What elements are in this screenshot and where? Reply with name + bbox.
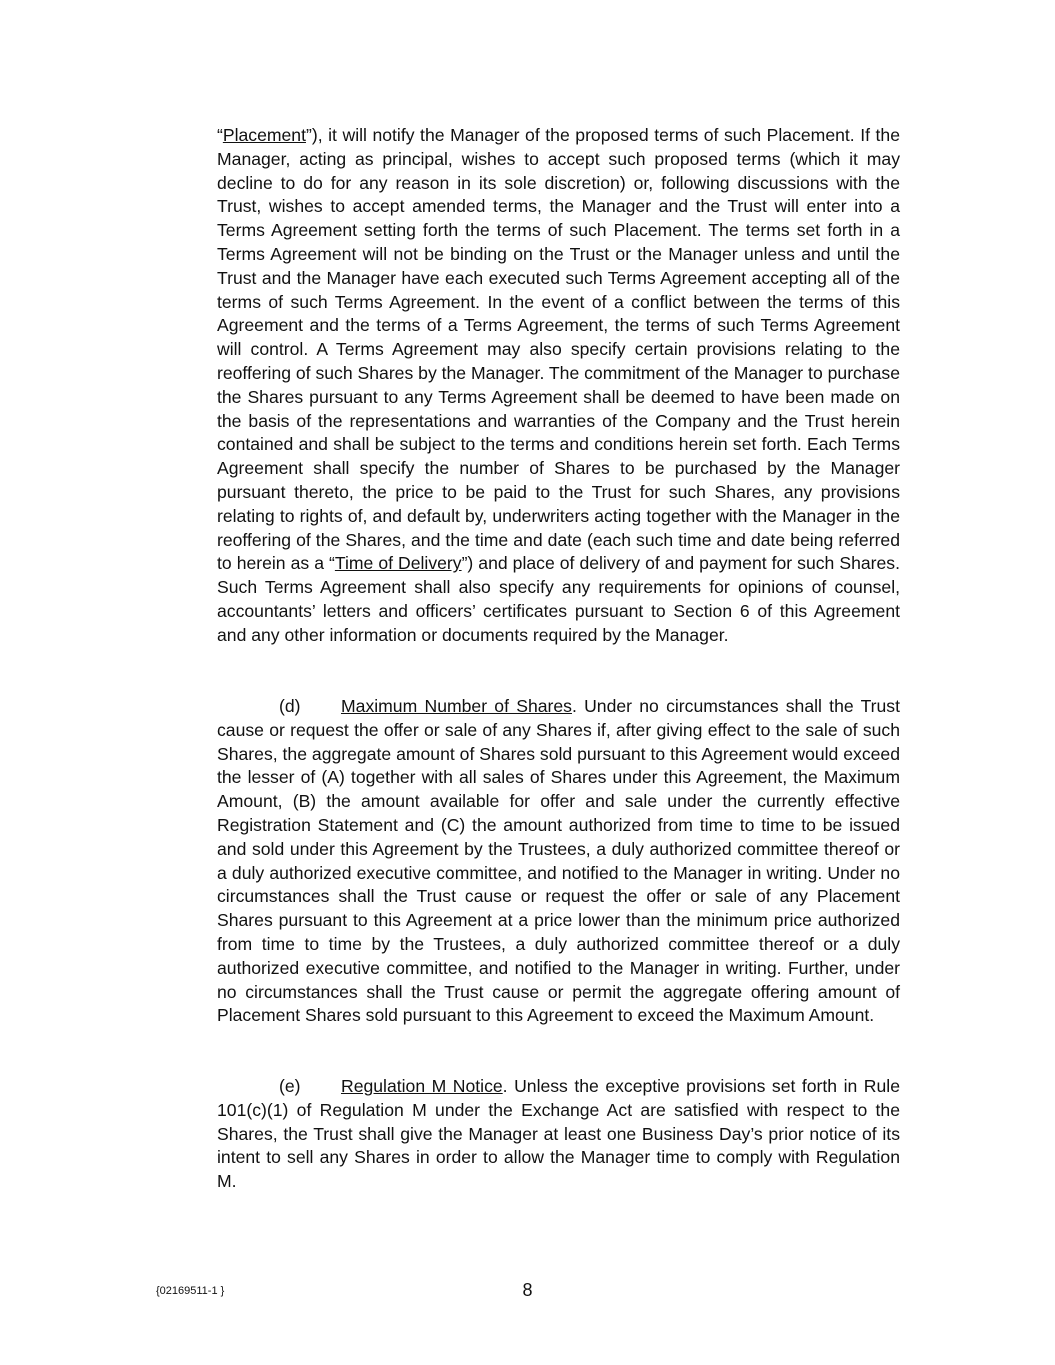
- paragraph-text: . Under no circumstances shall the Trust cause or request the offer or sale of any Shares if, after giving effect to the sale of such Shares, the aggregate amount of Shares sold pursuant to this Agreement would exceed the lesser of (A) together with all sales of Shares under this Agreement, the Maximum Amount, (B) the amount available for offer and sale under the currently effective Registration Statement and (C) the amount authorized from time to time to be issued and sold under this Agreement by the Trustees, a duly authorized committee thereof or a duly authorized executive committee, and notified to the Manager in writing. Under no circumstances shall the Trust cause or request the offer or sale of any Placement Shares pursuant to this Agreement at a price lower than the minimum price authorized from time to time by the Trustees, a duly authorized committee thereof or a duly authorized executive committee, and notified to the Manager in writing. Further, under no circumstances shall the Trust cause or permit the aggregate offering amount of Placement Shares sold pursuant to this Agreement to exceed the Maximum Amount.: [217, 696, 900, 1026]
- paragraph-text: . Unless the exceptive provisions set forth in Rule 101(c)(1) of Regulation M under the Exchange Act are satisfied with respect to the Shares, the Trust shall give the Manager at least one Business Day’s prior notice of its intent to sell any Shares in order to allow the Manager time to comply with Regulation M.: [217, 1076, 900, 1192]
- paragraph-text: ”), it will notify the Manager of the proposed terms of such Placement. If the Manager, acting as principal, wishes to accept such proposed terms (which it may decline to do for any reason in its sole discretion) or, following discussions with the Trust, wishes to accept amended terms, the Manager and the Trust will enter into a Terms Agreement setting forth the terms of such Placement. The terms set forth in a Terms Agreement will not be binding on the Trust or the Manager unless and until the Trust and the Manager have each executed such Terms Agreement accepting all of the terms of such Terms Agreement. In the event of a conflict between the terms of this Agreement and the terms of a Terms Agreement, the terms of such Terms Agreement will control. A Terms Agreement may also specify certain provisions relating to the reoffering of such Shares by the Manager. The commitment of the Manager to purchase the Shares pursuant to any Terms Agreement shall be deemed to have been made on the basis of the representations and warranties of the Company and the Trust herein contained and shall be subject to the terms and conditions herein set forth. Each Terms Agreement shall specify the number of Shares to be purchased by the Manager pursuant thereto, the price to be paid to the Trust for such Shares, any provisions relating to rights of, and default by, underwriters acting together with the Manager in the reoffering of the Shares, and the time and date (each such time and date being referred to herein as a “: [217, 125, 900, 574]
- defined-term-placement: Placement: [222, 125, 306, 145]
- paragraph-regulation-m-notice: [217, 1075, 900, 1194]
- paragraph-maximum-number-of-shares: [217, 695, 900, 1028]
- defined-term-time-of-delivery: Time of Delivery: [334, 553, 462, 574]
- section-number: (e): [279, 1076, 301, 1096]
- paragraph-text: ”) and place of delivery of and payment for such Shares. Such Terms Agreement shall also specify any requirements for opinions of counsel, accountants’ letters and officers’ certificates pursuant to Section 6 of this Agreement and any other information or documents required by the Manager.: [217, 553, 900, 645]
- paragraph-placement-terms: [217, 124, 900, 648]
- section-heading: Regulation M Notice: [341, 1076, 503, 1096]
- footer-document-id: {02169511-1 }: [156, 1285, 225, 1297]
- open-quote: “: [217, 125, 223, 145]
- page-number: 8: [522, 1280, 533, 1300]
- section-heading: Maximum Number of Shares: [341, 696, 572, 716]
- section-number: (d): [279, 696, 301, 716]
